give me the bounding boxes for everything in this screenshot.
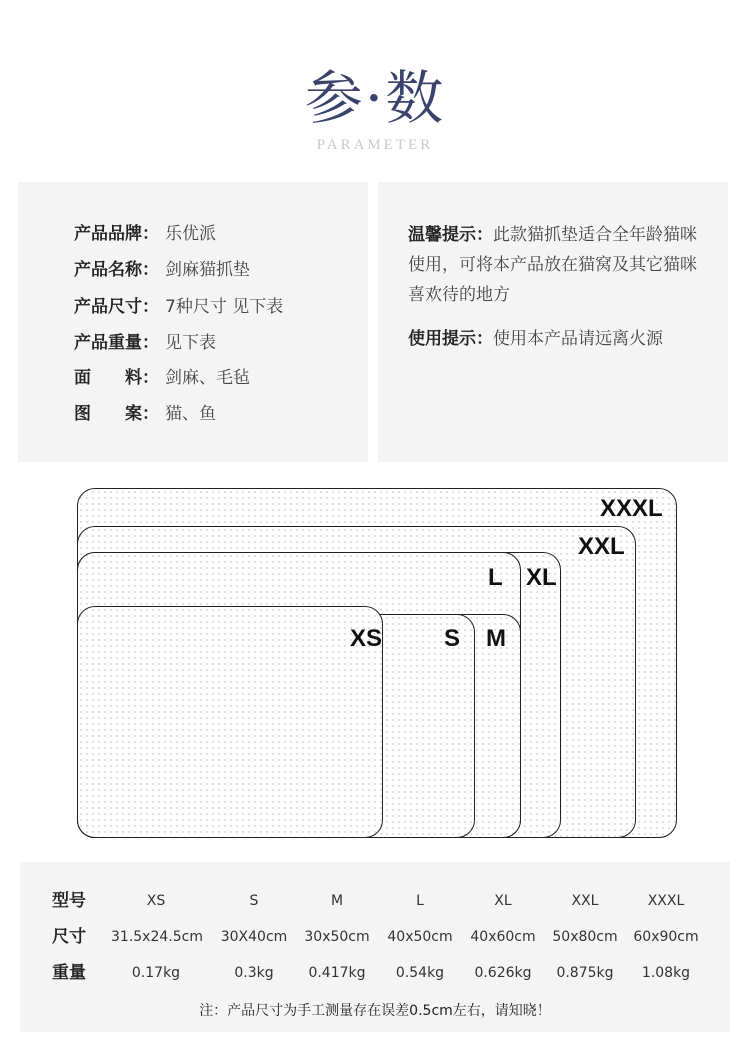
table-cell: 0.626kg — [474, 965, 532, 981]
spec-value: 猫、鱼 — [165, 404, 216, 424]
table-cell: 0.17kg — [131, 965, 181, 981]
table-cell: 0.875kg — [556, 965, 614, 981]
table-cell: 40x60cm — [470, 929, 536, 945]
table-cell: L — [416, 893, 424, 909]
spec-label: 产品尺寸： — [74, 297, 159, 317]
use-tip-label: 使用提示： — [408, 329, 493, 349]
size-label-xxl: XXL — [578, 533, 625, 560]
size-label-xs: XS — [350, 625, 383, 652]
spec-row-brand — [74, 222, 216, 246]
table-cell: XXL — [571, 893, 599, 909]
size-label-l: L — [488, 564, 503, 591]
spec-row-material — [74, 366, 250, 390]
table-row-size — [20, 922, 730, 952]
table-cell: 40x50cm — [387, 929, 453, 945]
spec-row-pattern — [74, 402, 216, 426]
table-cell: XL — [494, 893, 512, 909]
spec-value: 剑麻、毛毡 — [165, 368, 250, 388]
spec-row-size — [74, 295, 283, 319]
table-cell: 1.08kg — [641, 965, 691, 981]
tips-panel — [378, 182, 728, 462]
table-cell: 30x50cm — [304, 929, 370, 945]
spec-value: 剑麻猫抓垫 — [165, 260, 250, 280]
warm-tip — [408, 220, 708, 310]
row-header-model: 型号 — [52, 891, 86, 911]
table-row-weight — [20, 958, 730, 988]
table-row-model — [20, 886, 730, 916]
warm-tip-label: 温馨提示： — [408, 225, 493, 245]
table-cell: 50x80cm — [552, 929, 618, 945]
table-cell: S — [249, 893, 259, 909]
row-header-size: 尺寸 — [52, 927, 86, 947]
spec-label: 面 料： — [74, 368, 159, 388]
size-comparison — [0, 480, 750, 850]
table-cell: 31.5x24.5cm — [111, 929, 203, 945]
use-tip — [408, 324, 708, 354]
spec-panel — [18, 182, 368, 462]
page-title: 参·数 — [304, 64, 446, 132]
size-label-xxxl: XXXL — [600, 495, 663, 522]
size-rect-xs — [77, 606, 383, 838]
size-table — [20, 862, 730, 1032]
table-cell: 0.54kg — [395, 965, 445, 981]
spec-row-weight — [74, 331, 216, 355]
table-cell: 60x90cm — [633, 929, 699, 945]
use-tip-text: 使用本产品请远离火源 — [493, 329, 663, 349]
spec-label: 产品名称： — [74, 260, 159, 280]
warm-tip-text: 此款猫抓垫适合全年龄猫咪使用，可将本产品放在猫窝及其它猫咪喜欢待的地方 — [408, 225, 697, 305]
size-label-s: S — [444, 625, 461, 652]
spec-value: 乐优派 — [165, 224, 216, 244]
table-cell: 30X40cm — [220, 929, 288, 945]
spec-label: 产品重量： — [74, 333, 159, 353]
measurement-note: 注：产品尺寸为手工测量存在误差0.5cm左右，请知晓！ — [199, 1003, 551, 1019]
table-cell: 0.3kg — [234, 965, 274, 981]
table-cell: XXXL — [647, 893, 685, 909]
spec-value: 7种尺寸 见下表 — [165, 297, 284, 317]
page-subtitle: PARAMETER — [316, 137, 434, 153]
table-cell: 0.417kg — [308, 965, 366, 981]
spec-value: 见下表 — [165, 333, 216, 353]
table-cell: XS — [146, 893, 166, 909]
spec-label: 产品品牌： — [74, 224, 159, 244]
size-label-m: M — [486, 625, 506, 652]
size-label-xl: XL — [526, 564, 557, 591]
row-header-weight: 重量 — [52, 963, 86, 983]
spec-label: 图 案： — [74, 404, 159, 424]
spec-row-name — [74, 258, 250, 282]
table-cell: M — [330, 893, 344, 909]
